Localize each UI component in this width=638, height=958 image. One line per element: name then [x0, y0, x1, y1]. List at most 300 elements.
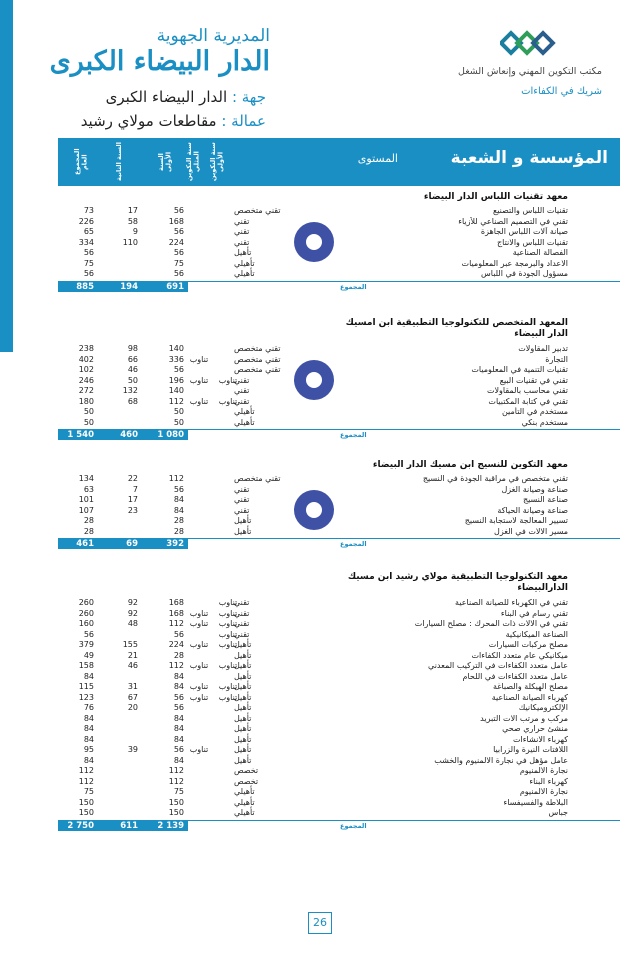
program-name: تقني في تقنيات البيع: [499, 375, 568, 385]
second-year-total-cell: 69: [126, 539, 138, 549]
header-establishment: المؤسسة و الشعبة: [450, 148, 608, 168]
total-label: المجموع: [340, 540, 367, 548]
first-year-cell: 56: [173, 629, 184, 639]
second-year-cell: 67: [127, 692, 138, 702]
alt-training-cell: تناوب: [189, 619, 209, 628]
second-year-total-cell: 460: [120, 430, 138, 440]
first-year-cell: 112: [168, 474, 184, 483]
level-cell: تأهيل: [234, 682, 252, 691]
table-row: [58, 365, 620, 375]
table-row: [58, 808, 620, 818]
level-cell: تأهيلي: [234, 787, 255, 796]
region-line: [106, 88, 266, 106]
level-cell: تقني متخصص: [234, 344, 281, 353]
first-year-cell: 56: [173, 692, 184, 702]
total-cell: 65: [83, 227, 94, 236]
program-name: تقني في التصميم الصناعي للأزياء: [458, 216, 568, 226]
total-cell: 50: [83, 407, 94, 416]
first-year-cell: 84: [173, 713, 184, 723]
first-year-cell: 28: [173, 650, 184, 660]
alt-training-cell: تناوب: [189, 661, 209, 670]
second-year-cell: 7: [132, 484, 138, 494]
first-year-cell: 84: [173, 734, 184, 744]
total-cell: 402: [78, 354, 94, 364]
program-name: صناعة النسيج: [522, 495, 568, 504]
direction-title: المديرية الجهوية: [156, 26, 270, 46]
total-cell: 158: [78, 661, 94, 670]
table-row: [58, 609, 620, 619]
first-year-cell: 56: [173, 248, 184, 257]
first-training-cell: تناوب: [218, 661, 238, 670]
level-cell: تأهيل: [234, 713, 252, 723]
first-year-cell: 84: [173, 682, 184, 691]
first-training-cell: تناوب: [218, 640, 238, 649]
first-year-cell: 140: [168, 344, 184, 353]
quality-seal-icon: [294, 360, 334, 400]
table-row: [58, 672, 620, 682]
total-cell: 150: [78, 808, 94, 817]
total-cell: 260: [78, 608, 94, 618]
header-first-year: السنة الأولى: [157, 151, 173, 173]
header-training-alt: سنة التكوين المثلي: [185, 142, 201, 182]
alt-training-cell: تناوب: [189, 396, 209, 406]
table-row: [58, 238, 620, 248]
second-year-cell: 132: [122, 386, 138, 395]
first-training-cell: تناوب: [218, 598, 238, 607]
second-year-cell: 155: [122, 640, 138, 649]
header-second-year: السنة الثانية: [115, 142, 123, 182]
header-training-first: سنة التكوين الأولى: [209, 142, 225, 182]
total-label: المجموع: [340, 431, 367, 439]
table-row: [58, 206, 620, 216]
first-year-cell: 50: [173, 417, 184, 427]
first-training-cell: تناوب: [218, 619, 238, 628]
table-row: [58, 703, 620, 713]
table-row: [58, 682, 620, 692]
first-year-cell: 112: [168, 396, 184, 406]
first-year-cell: 168: [168, 216, 184, 226]
first-year-cell: 84: [173, 495, 184, 504]
program-name: مركب و مرتب الات التبريد: [480, 713, 568, 723]
first-year-cell: 84: [173, 755, 184, 765]
table-row: [58, 386, 620, 396]
first-training-cell: تناوب: [218, 608, 238, 618]
program-name: تقنيات اللباس والتصنيع: [492, 206, 568, 215]
table-row: [58, 640, 620, 650]
table-row: [58, 527, 620, 537]
table-row: [58, 787, 620, 797]
first-year-cell: 112: [168, 776, 184, 786]
level-cell: تأهيل: [234, 755, 252, 765]
program-name: منشئ حراري صحي: [502, 724, 568, 733]
total-cell: 150: [78, 797, 94, 807]
table-row: [58, 495, 620, 505]
table-row: [58, 418, 620, 428]
table-row: [58, 259, 620, 269]
first-year-cell: 28: [173, 526, 184, 536]
program-name: صناعة وصيانة الغزل: [501, 484, 568, 494]
first-year-cell: 140: [168, 386, 184, 395]
second-year-cell: 50: [127, 375, 138, 385]
first-year-total-cell: 392: [166, 539, 184, 549]
level-cell: تأهيلي: [234, 797, 255, 807]
total-cell: 160: [78, 619, 94, 628]
table-row: [58, 619, 620, 629]
section-title: معهد التكوين للنسيج ابن مسيك الدار البيضاء: [372, 460, 568, 470]
level-cell: تقني: [234, 619, 250, 628]
total-cell: 112: [78, 766, 94, 775]
total-cell: 246: [78, 375, 94, 385]
first-year-total-cell: 691: [166, 281, 184, 292]
level-cell: تقني متخصص: [234, 354, 281, 364]
second-year-cell: 58: [127, 216, 138, 226]
first-year-total-cell: 1 080: [157, 430, 184, 440]
program-name: نجارة الالمنيوم: [519, 787, 568, 796]
table-row: [58, 714, 620, 724]
program-name: الفصالة الصناعية: [512, 248, 568, 257]
prefecture-label: عمالة :: [221, 112, 266, 130]
second-year-cell: 31: [127, 682, 138, 691]
total-cell: 76: [83, 703, 94, 712]
program-name: صيانة آلات اللباس الجاهزة: [480, 227, 568, 236]
program-name: ميكانيكي عام متعدد الكفاءات: [471, 650, 568, 660]
total-cell: 334: [78, 237, 94, 247]
first-year-cell: 56: [173, 206, 184, 215]
program-name: كهرباء الصيانة الصناعية: [491, 692, 568, 702]
program-name: جباس: [548, 808, 568, 817]
program-name: نجارة الالمنيوم: [519, 766, 568, 775]
second-year-cell: 92: [127, 598, 138, 607]
total-cell: 63: [83, 484, 94, 494]
level-cell: تقني: [234, 216, 250, 226]
program-name: عامل متعدد الكفاءات في اللحام: [462, 671, 568, 681]
prefecture-value: مقاطعات مولاي رشيد: [80, 112, 217, 130]
total-label: المجموع: [340, 282, 367, 291]
second-year-cell: 39: [127, 745, 138, 754]
second-year-cell: 17: [127, 495, 138, 504]
second-year-cell: 23: [127, 505, 138, 515]
alt-training-cell: تناوب: [189, 692, 209, 702]
first-year-cell: 336: [168, 354, 184, 364]
total-cell: 226: [78, 216, 94, 226]
level-cell: تقني: [234, 598, 250, 607]
first-training-cell: تناوب: [218, 629, 238, 639]
first-year-cell: 56: [173, 484, 184, 494]
level-cell: تأهيل: [234, 526, 252, 536]
table-row: [58, 735, 620, 745]
region-label: جهة :: [231, 88, 266, 106]
first-year-total-cell: 2 139: [157, 820, 184, 831]
table-row: [58, 661, 620, 671]
total-cell: 75: [83, 787, 94, 796]
level-cell: تأهيلي: [234, 808, 255, 817]
program-name: تقنيات التنمية في المعلوميات: [471, 365, 568, 374]
second-year-cell: 98: [127, 344, 138, 353]
table-row: [58, 598, 620, 608]
ofppt-slogan: شريك في الكفاءات: [521, 86, 602, 97]
second-year-cell: 21: [127, 650, 138, 660]
level-cell: تأهيل: [234, 248, 252, 257]
first-year-cell: 56: [173, 227, 184, 236]
level-cell: تأهيل: [234, 724, 252, 733]
level-cell: تأهيل: [234, 745, 252, 754]
second-year-cell: 92: [127, 608, 138, 618]
ofppt-name: مكتب التكوين المهني وإنعاش الشغل: [458, 66, 602, 77]
total-cell: 112: [78, 776, 94, 786]
program-name: عامل متعدد الكفاءات في التركيب المعدني: [428, 661, 568, 670]
first-training-cell: تناوب: [218, 692, 238, 702]
program-name: اللافتات النيرة والزرابيا: [493, 745, 568, 754]
level-cell: تخصص: [234, 766, 259, 775]
table-row: [58, 407, 620, 417]
level-cell: تقني: [234, 227, 250, 236]
header-total: المجموع العام: [73, 148, 89, 176]
table-row: [58, 724, 620, 734]
program-name: تقني رسام في البناء: [500, 608, 568, 618]
program-name: الصناعة الميكانيكية: [505, 629, 568, 639]
first-training-cell: تناوب: [218, 375, 238, 385]
first-year-cell: 75: [173, 787, 184, 796]
total-cell: 107: [78, 505, 94, 515]
table-header: [58, 138, 620, 186]
first-year-cell: 28: [173, 516, 184, 525]
table-row: [58, 397, 620, 407]
first-year-cell: 150: [168, 808, 184, 817]
table-row: [58, 506, 620, 516]
section-total-row: [58, 429, 620, 440]
first-year-cell: 112: [168, 619, 184, 628]
total-cell: 84: [83, 755, 94, 765]
program-name: تقني متخصص في مراقبة الجودة في النسيج: [422, 474, 568, 483]
table-row: [58, 630, 620, 640]
total-cell: 101: [78, 495, 94, 504]
total-cell: 115: [78, 682, 94, 691]
total-cell: 56: [83, 629, 94, 639]
program-name: صناعة وصيانة الحياكة: [497, 505, 568, 515]
grand-total-cell: 2 750: [67, 820, 94, 831]
level-cell: تأهيل: [234, 734, 252, 744]
level-cell: تقني: [234, 484, 250, 494]
level-cell: تأهيلي: [234, 417, 255, 427]
total-cell: 50: [83, 417, 94, 427]
alt-training-cell: تناوب: [189, 375, 209, 385]
table-row: [58, 651, 620, 661]
section-total-row: [58, 538, 620, 549]
level-cell: تقني: [234, 495, 250, 504]
first-year-cell: 56: [173, 703, 184, 712]
level-cell: تخصص: [234, 776, 259, 786]
level-cell: تأهيل: [234, 671, 252, 681]
second-year-total-cell: 194: [120, 281, 138, 292]
program-name: الاعداد والبرمجة عبر المعلوميات: [461, 258, 568, 268]
program-name: مستخدم في التأمين: [501, 407, 568, 416]
first-year-cell: 75: [173, 258, 184, 268]
first-year-cell: 84: [173, 505, 184, 515]
first-year-cell: 56: [173, 745, 184, 754]
first-year-cell: 224: [168, 640, 184, 649]
table-row: [58, 766, 620, 776]
table-row: [58, 344, 620, 354]
table-row: [58, 693, 620, 703]
total-cell: 84: [83, 724, 94, 733]
first-year-cell: 84: [173, 671, 184, 681]
table-row: [58, 376, 620, 386]
total-cell: 49: [83, 650, 94, 660]
program-name: كهرباء الانشاءات: [513, 734, 568, 744]
alt-training-cell: تناوب: [189, 682, 209, 691]
second-year-cell: 9: [132, 227, 138, 236]
page-number: 26: [308, 912, 332, 934]
level-cell: تأهيلي: [234, 407, 255, 416]
grand-total-cell: 885: [76, 281, 94, 292]
first-year-cell: 168: [168, 598, 184, 607]
first-year-cell: 112: [168, 661, 184, 670]
total-cell: 379: [78, 640, 94, 649]
section-title: المعهد المتخصص للتكنولوجيا التطبيقية ابن امسيك الدار البيضاء: [345, 318, 568, 339]
total-cell: 28: [83, 526, 94, 536]
program-name: تقنيات اللباس والانتاج: [497, 237, 568, 247]
level-cell: تأهيل: [234, 640, 252, 649]
level-cell: تقني متخصص: [234, 365, 281, 374]
second-year-cell: 110: [122, 237, 138, 247]
quality-seal-icon: [294, 222, 334, 262]
left-accent-bar: [0, 0, 13, 352]
level-cell: تقني: [234, 375, 250, 385]
program-name: تسيير المعالجة لاستجابة النسيج: [464, 516, 568, 525]
region-title: الدار البيضاء الكبرى: [49, 46, 270, 77]
region-value: الدار البيضاء الكبرى: [105, 88, 228, 106]
grand-total-cell: 461: [76, 539, 94, 549]
program-name: مسؤول الجودة في اللباس: [481, 269, 568, 278]
total-cell: 238: [78, 344, 94, 353]
program-name: الإلكتروميكانيك: [518, 703, 568, 712]
second-year-cell: 17: [127, 206, 138, 215]
total-cell: 272: [78, 386, 94, 395]
level-cell: تأهيلي: [234, 258, 255, 268]
total-cell: 180: [78, 396, 94, 406]
level-cell: تأهيل: [234, 650, 252, 660]
total-cell: 84: [83, 734, 94, 744]
table-row: [58, 756, 620, 766]
second-year-cell: 48: [127, 619, 138, 628]
level-cell: تقني متخصص: [234, 474, 281, 483]
second-year-cell: 68: [127, 396, 138, 406]
first-year-cell: 84: [173, 724, 184, 733]
program-name: عامل مؤهل في نجارة الالمنيوم والخشب: [434, 755, 568, 765]
level-cell: تأهيل: [234, 703, 252, 712]
total-label: المجموع: [340, 821, 367, 830]
second-year-cell: 46: [127, 365, 138, 374]
first-training-cell: تناوب: [218, 396, 238, 406]
first-year-cell: 196: [168, 375, 184, 385]
table-row: [58, 516, 620, 526]
first-training-cell: تناوب: [218, 682, 238, 691]
program-name: مصلح مركبات السيارات: [488, 640, 568, 649]
table-row: [58, 777, 620, 787]
total-cell: 123: [78, 692, 94, 702]
second-year-cell: 22: [127, 474, 138, 483]
section-total-row: [58, 820, 620, 831]
level-cell: تأهيلي: [234, 269, 255, 278]
alt-training-cell: تناوب: [189, 745, 209, 754]
table-row: [58, 474, 620, 484]
level-cell: تقني: [234, 396, 250, 406]
table-row: [58, 355, 620, 365]
program-name: تقني في الكهرباء للصيانة الصناعية: [455, 598, 568, 607]
alt-training-cell: تناوب: [189, 354, 209, 364]
level-cell: تقني: [234, 629, 250, 639]
table-row: [58, 227, 620, 237]
program-name: تقني في كتابة المكتبيات: [488, 396, 568, 406]
level-cell: تقني: [234, 608, 250, 618]
total-cell: 75: [83, 258, 94, 268]
first-year-cell: 50: [173, 407, 184, 416]
first-year-cell: 150: [168, 797, 184, 807]
first-year-cell: 224: [168, 237, 184, 247]
total-cell: 134: [78, 474, 94, 483]
program-name: البلاطة والفسيفساء: [503, 797, 568, 807]
total-cell: 73: [83, 206, 94, 215]
second-year-total-cell: 611: [120, 820, 138, 831]
table-row: [58, 798, 620, 808]
program-name: مستخدم بنكي: [521, 417, 568, 427]
total-cell: 95: [83, 745, 94, 754]
level-cell: تأهيل: [234, 516, 252, 525]
table-row: [58, 217, 620, 227]
total-cell: 84: [83, 671, 94, 681]
program-name: مسير الالات في الغزل: [494, 526, 568, 536]
first-year-cell: 56: [173, 365, 184, 374]
table-row: [58, 269, 620, 279]
level-cell: تأهيل: [234, 661, 252, 670]
second-year-cell: 66: [127, 354, 138, 364]
section-title: معهد تقنيات اللباس الدار البيضاء: [423, 192, 568, 202]
table-row: [58, 248, 620, 258]
alt-training-cell: تناوب: [189, 608, 209, 618]
program-name: كهرباء البناء: [529, 776, 568, 786]
program-name: مصلح الهيكلة والصباغة: [492, 682, 568, 691]
program-name: تدبير المقاولات: [518, 344, 568, 353]
ofppt-logo-icon: [500, 30, 560, 60]
section-total-row: [58, 281, 620, 292]
total-cell: 260: [78, 598, 94, 607]
alt-training-cell: تناوب: [189, 640, 209, 649]
level-cell: تقني: [234, 505, 250, 515]
table-row: [58, 745, 620, 755]
total-cell: 102: [78, 365, 94, 374]
program-name: تقني في الالات ذات المحرك : مصلح السيارات: [414, 619, 568, 628]
level-cell: تقني: [234, 237, 250, 247]
first-year-cell: 168: [168, 608, 184, 618]
level-cell: تأهيل: [234, 692, 252, 702]
grand-total-cell: 1 540: [67, 430, 94, 440]
first-year-cell: 56: [173, 269, 184, 278]
program-name: تقني محاسب بالمقاولات: [486, 386, 568, 395]
total-cell: 84: [83, 713, 94, 723]
quality-seal-icon: [294, 490, 334, 530]
total-cell: 56: [83, 269, 94, 278]
header-level: المستوى: [357, 152, 398, 165]
second-year-cell: 20: [127, 703, 138, 712]
level-cell: تقني متخصص: [234, 206, 281, 215]
table-row: [58, 485, 620, 495]
first-year-cell: 112: [168, 766, 184, 775]
total-cell: 28: [83, 516, 94, 525]
prefecture-line: [81, 112, 266, 130]
section-title: معهد التكنولوجيا التطبيقية مولاي رشيد ابن مسيك الدارالبيضاء: [347, 572, 568, 593]
second-year-cell: 46: [127, 661, 138, 670]
level-cell: تقني: [234, 386, 250, 395]
